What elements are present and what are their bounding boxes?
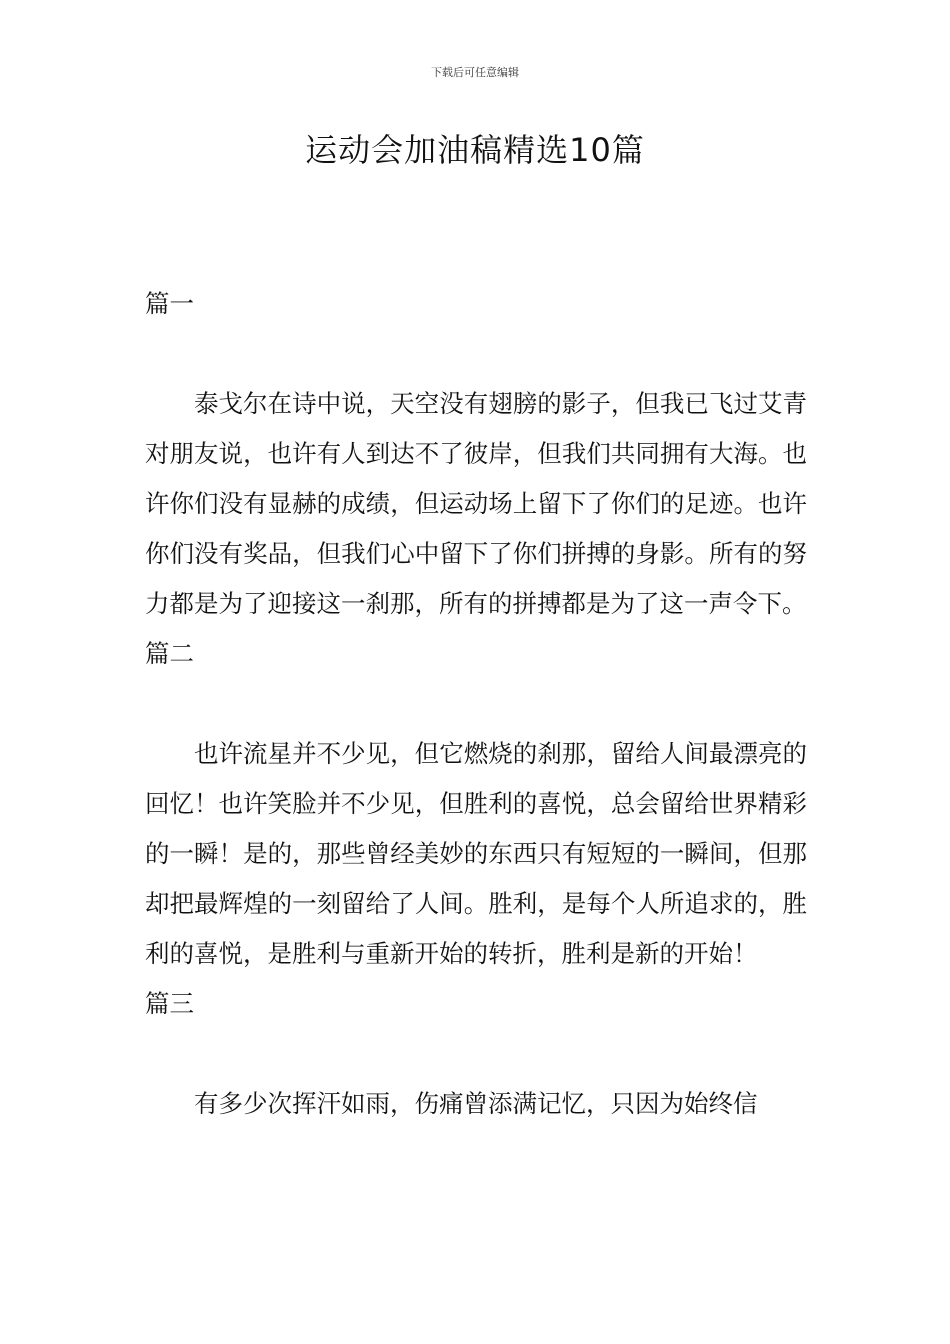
section-paragraph-2: 也许流星并不少见，但它燃烧的刹那，留给人间最漂亮的回忆！也许笑脸并不少见，但胜利的喜悦，总会留给世界精彩的一瞬！是的，那些曾经美妙的东西只有短短的一瞬间，但那却把最辉煌的一刻留给了人间。胜利，是每个人所追求的，胜利的喜悦，是胜利与重新开始的转折，胜利是新的开始！ [145,739,807,968]
spacer [145,1029,807,1079]
section-paragraph-1: 泰戈尔在诗中说，天空没有翅膀的影子，但我已飞过艾青对朋友说，也许有人到达不了彼岸，但我们共同拥有大海。也许你们没有显赫的成绩，但运动场上留下了你们的足迹。也许你们没有奖品，但我们心中留下了你们拼搏的身影。所有的努力都是为了迎接这一刹那，所有的拼搏都是为了这一声令下。 [145,389,807,618]
section-heading-1: 篇一 [145,289,194,318]
document-body [145,279,807,1129]
section-heading-2: 篇二 [145,639,194,668]
spacer [145,679,807,729]
section-heading-3: 篇三 [145,989,194,1018]
header-note: 下载后可任意编辑 [431,66,519,79]
spacer [145,329,807,379]
section-paragraph-3: 有多少次挥汗如雨，伤痛曾添满记忆，只因为始终信 [194,1089,758,1118]
document-title: 运动会加油稿精选10篇 [305,131,645,169]
